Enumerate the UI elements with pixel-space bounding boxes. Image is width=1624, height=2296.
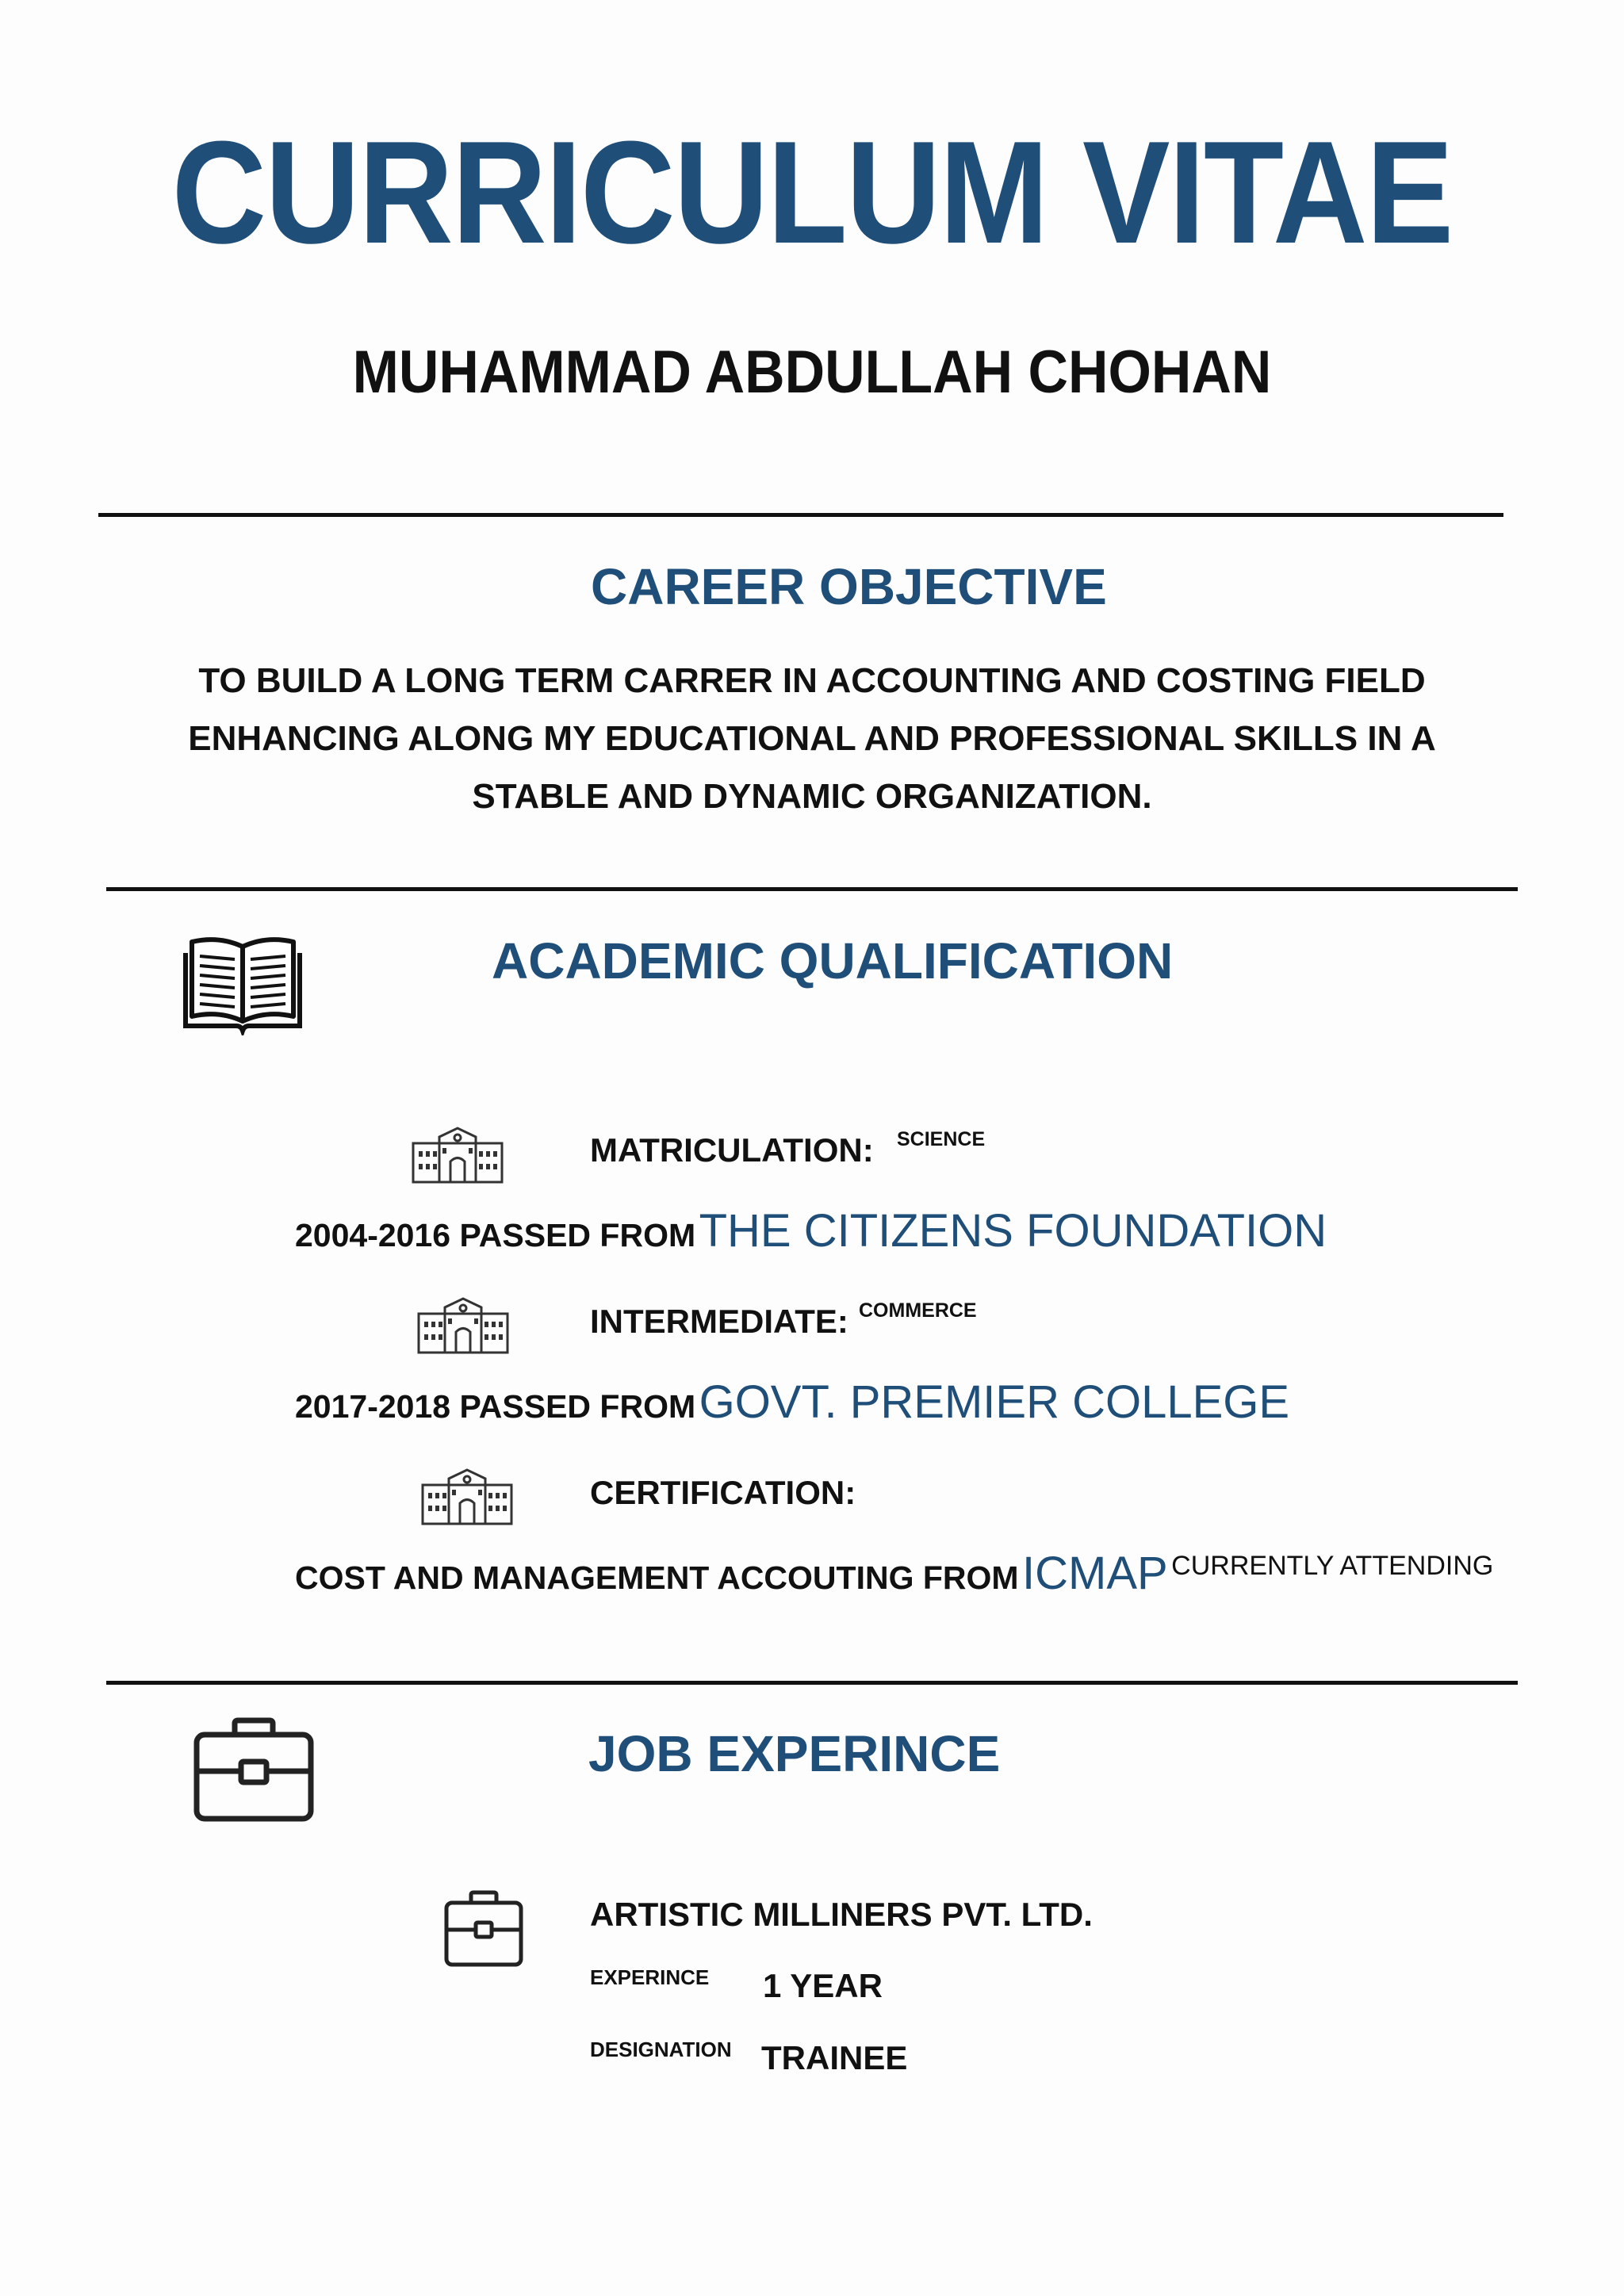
institution-name: THE CITIZENS FOUNDATION [699,1205,1327,1257]
qualification-detail [295,1205,1327,1257]
qualification-years: 2017-2018 PASSED FROM [295,1388,696,1425]
divider-line [106,1681,1518,1685]
qualification-detail [295,1376,1290,1428]
school-building-icon [416,1296,510,1355]
qualification-label: CERTIFICATION: [590,1474,856,1511]
experience-label: EXPERINCE [590,1965,710,1989]
qualification-detail [295,1548,1494,1599]
career-objective-heading: CAREER OBJECTIVE [591,558,1107,615]
divider-line [106,887,1518,891]
qualification-field: SCIENCE [897,1128,986,1150]
designation-label: DESIGNATION [590,2038,732,2061]
company-name: ARTISTIC MILLINERS PVT. LTD. [590,1896,1093,1933]
open-book-icon [181,936,304,1035]
person-name: MUHAMMAD ABDULLAH CHOHAN [352,339,1272,406]
qualification-years: COST AND MANAGEMENT ACCOUTING FROM [295,1559,1019,1596]
institution-name: GOVT. PREMIER COLLEGE [699,1376,1290,1428]
qualification-years: 2004-2016 PASSED FROM [295,1217,696,1253]
qualification-label: INTERMEDIATE: [590,1303,848,1340]
school-building-icon [420,1468,514,1526]
experience-value: 1 YEAR [763,1967,883,2004]
designation-value: TRAINEE [761,2039,908,2076]
qualification-field: COMMERCE [859,1299,977,1322]
briefcase-icon [193,1717,314,1823]
career-objective-text: TO BUILD A LONG TERM CARRER IN ACCOUNTING AND COSTING FIELD ENHANCING ALONG MY EDUCATIONAL AND PROFESSIONAL SKILLS IN A STABLE AND DYNAMIC ORGANIZATION. [188,661,1436,816]
divider-line [98,513,1503,517]
qualification-label: MATRICULATION: [590,1131,874,1169]
academic-qualification-heading: ACADEMIC QUALIFICATION [492,932,1174,989]
cv-title: CURRICULUM VITAE [171,110,1453,274]
briefcase-icon [444,1890,523,1968]
attendance-status: CURRENTLY ATTENDING [1171,1551,1494,1581]
job-experience-heading: JOB EXPERINCE [588,1725,1001,1782]
institution-name: ICMAP [1022,1548,1168,1599]
school-building-icon [411,1126,504,1184]
